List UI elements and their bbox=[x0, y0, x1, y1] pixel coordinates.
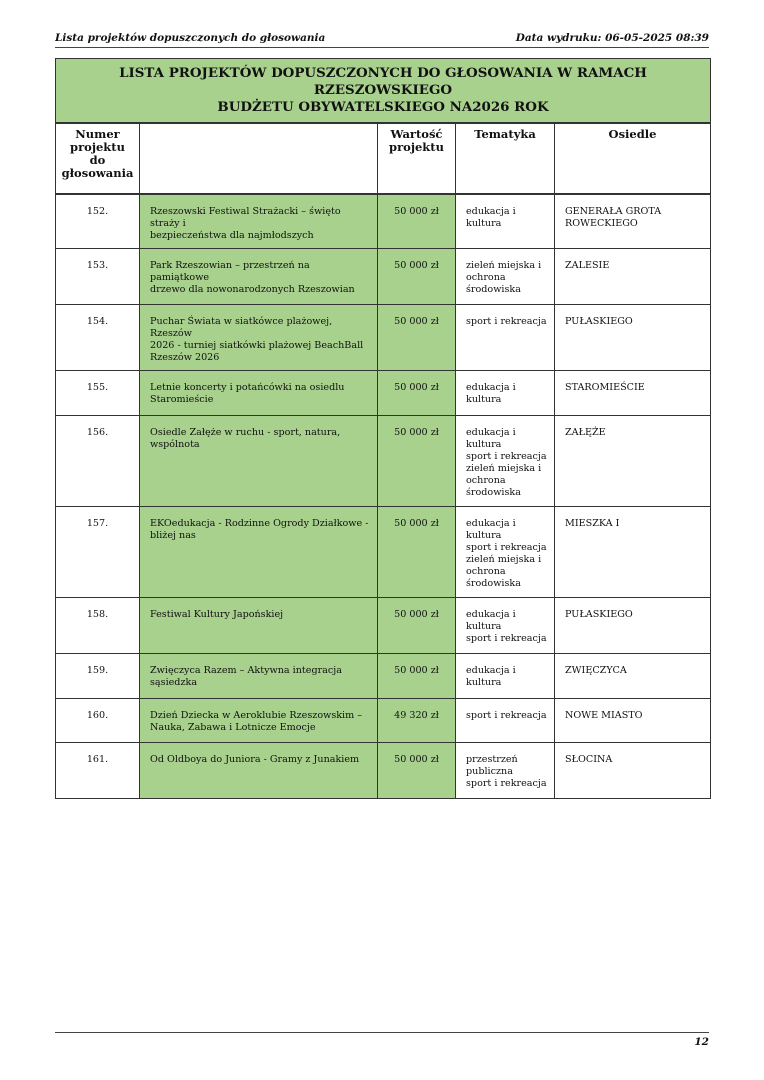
project-topics-line: zieleń miejska i bbox=[466, 463, 542, 474]
project-number: 156. bbox=[56, 416, 140, 507]
project-osiedle bbox=[555, 305, 711, 371]
project-topics-line: edukacja i bbox=[466, 427, 516, 438]
table-row bbox=[56, 305, 711, 371]
project-osiedle-line: SŁOCINA bbox=[565, 754, 613, 765]
project-topics-line: kultura bbox=[466, 621, 502, 632]
project-value: 50 000 zł bbox=[378, 598, 456, 654]
project-name bbox=[140, 194, 378, 249]
project-topics-line: edukacja i bbox=[466, 382, 516, 393]
project-topics-line: sport i rekreacja bbox=[466, 542, 547, 553]
project-name bbox=[140, 699, 378, 743]
project-topics-line: zieleń miejska i bbox=[466, 260, 542, 271]
project-topics bbox=[456, 305, 555, 371]
project-osiedle-line: MIESZKA I bbox=[565, 518, 620, 529]
project-osiedle-line: ZAŁĘŻE bbox=[565, 427, 606, 438]
project-number: 160. bbox=[56, 699, 140, 743]
project-number: 152. bbox=[56, 194, 140, 249]
project-osiedle-line: ZALESIE bbox=[565, 260, 610, 271]
project-value: 50 000 zł bbox=[378, 654, 456, 699]
project-name-line: sąsiedzka bbox=[150, 677, 198, 688]
project-topics-line: sport i rekreacja bbox=[466, 316, 547, 327]
project-topics bbox=[456, 598, 555, 654]
project-name bbox=[140, 416, 378, 507]
project-osiedle bbox=[555, 598, 711, 654]
table-row bbox=[56, 249, 711, 305]
project-value: 50 000 zł bbox=[378, 371, 456, 416]
print-date: Data wydruku: 06-05-2025 08:39 bbox=[515, 32, 709, 44]
project-name-line: wspólnota bbox=[150, 439, 200, 450]
page-number: 12 bbox=[694, 1036, 709, 1048]
project-name bbox=[140, 654, 378, 699]
project-name bbox=[140, 249, 378, 305]
project-value: 50 000 zł bbox=[378, 305, 456, 371]
project-name-line: Dzień Dziecka w Aeroklubie Rzeszowskim – bbox=[150, 710, 363, 721]
projects-table bbox=[55, 58, 711, 799]
project-osiedle bbox=[555, 371, 711, 416]
project-value: 50 000 zł bbox=[378, 249, 456, 305]
project-osiedle bbox=[555, 249, 711, 305]
project-osiedle-line: STAROMIEŚCIE bbox=[565, 382, 645, 393]
project-osiedle bbox=[555, 194, 711, 249]
project-topics-line: ochrona bbox=[466, 475, 506, 486]
table-row bbox=[56, 598, 711, 654]
project-name-line: Zwięczyca Razem – Aktywna integracja bbox=[150, 665, 342, 676]
project-number: 153. bbox=[56, 249, 140, 305]
project-topics-line: środowiska bbox=[466, 487, 521, 498]
col-header-topic: Tematyka bbox=[456, 123, 555, 194]
project-topics-line: sport i rekreacja bbox=[466, 778, 547, 789]
project-number: 157. bbox=[56, 507, 140, 598]
project-name-line: Nauka, Zabawa i Lotnicze Emocje bbox=[150, 722, 316, 733]
project-number: 155. bbox=[56, 371, 140, 416]
col-header-value: Wartość projektu bbox=[378, 123, 456, 194]
project-osiedle bbox=[555, 416, 711, 507]
table-row bbox=[56, 507, 711, 598]
project-osiedle bbox=[555, 507, 711, 598]
project-name bbox=[140, 305, 378, 371]
project-topics-line: kultura bbox=[466, 394, 502, 405]
project-topics bbox=[456, 699, 555, 743]
project-topics-line: środowiska bbox=[466, 284, 521, 295]
project-value: 49 320 zł bbox=[378, 699, 456, 743]
project-name bbox=[140, 371, 378, 416]
project-name bbox=[140, 743, 378, 799]
project-name-line: drzewo dla nowonarodzonych Rzeszowian bbox=[150, 284, 355, 295]
header-divider bbox=[55, 47, 709, 48]
project-value: 50 000 zł bbox=[378, 194, 456, 249]
project-osiedle bbox=[555, 699, 711, 743]
table-row bbox=[56, 371, 711, 416]
project-osiedle-line: PUŁASKIEGO bbox=[565, 316, 633, 327]
project-topics bbox=[456, 371, 555, 416]
project-topics-line: edukacja i bbox=[466, 609, 516, 620]
project-name-line: Od Oldboya do Juniora - Gramy z Junakiem bbox=[150, 754, 360, 765]
project-topics-line: edukacja i bbox=[466, 206, 516, 217]
col-header-name bbox=[140, 123, 378, 194]
project-osiedle-line: GENERAŁA GROTA bbox=[565, 206, 662, 217]
project-topics-line: ochrona bbox=[466, 566, 506, 577]
project-topics-line: kultura bbox=[466, 530, 502, 541]
project-number: 158. bbox=[56, 598, 140, 654]
project-topics-line: przestrzeń bbox=[466, 754, 518, 765]
project-name-line: Rzeszowski Festiwal Strażacki – święto straży i bbox=[150, 206, 341, 229]
project-name-line: bliżej nas bbox=[150, 530, 196, 541]
project-name-line: Park Rzeszowian – przestrzeń na pamiątkowe bbox=[150, 260, 310, 283]
project-topics-line: edukacja i bbox=[466, 665, 516, 676]
project-name-line: EKOedukacja - Rodzinne Ogrody Działkowe - bbox=[150, 518, 369, 529]
project-name-line: Letnie koncerty i potańcówki na osiedlu bbox=[150, 382, 345, 393]
project-name bbox=[140, 507, 378, 598]
project-topics bbox=[456, 507, 555, 598]
project-topics bbox=[456, 743, 555, 799]
project-number: 159. bbox=[56, 654, 140, 699]
project-name-line: 2026 - turniej siatkówki plażowej BeachBall bbox=[150, 340, 364, 351]
table-title: LISTA PROJEKTÓW DOPUSZCZONYCH DO GŁOSOWANIA W RAMACH RZESZOWSKIEGO BUDŻETU OBYWATELSKIEGO NA2026 ROK bbox=[56, 59, 711, 124]
project-topics-line: ochrona bbox=[466, 272, 506, 283]
column-headers bbox=[56, 123, 711, 194]
project-osiedle-line: ROWECKIEGO bbox=[565, 218, 638, 229]
page-header bbox=[55, 32, 709, 46]
table-row bbox=[56, 416, 711, 507]
project-topics-line: środowiska bbox=[466, 578, 521, 589]
table-row bbox=[56, 699, 711, 743]
project-topics-line: publiczna bbox=[466, 766, 513, 777]
project-osiedle-line: ZWIĘCZYCA bbox=[565, 665, 627, 676]
project-name-line: bezpieczeństwa dla najmłodszych bbox=[150, 230, 314, 241]
project-name-line: Puchar Świata w siatkówce plażowej, Rzeszów bbox=[150, 316, 333, 339]
project-value: 50 000 zł bbox=[378, 507, 456, 598]
project-topics-line: sport i rekreacja bbox=[466, 710, 547, 721]
project-osiedle bbox=[555, 743, 711, 799]
project-topics-line: sport i rekreacja bbox=[466, 633, 547, 644]
project-osiedle bbox=[555, 654, 711, 699]
project-topics-line: kultura bbox=[466, 439, 502, 450]
project-topics-line: kultura bbox=[466, 677, 502, 688]
project-name-line: Rzeszów 2026 bbox=[150, 352, 220, 363]
project-topics bbox=[456, 194, 555, 249]
table-row bbox=[56, 654, 711, 699]
project-topics bbox=[456, 654, 555, 699]
col-header-osiedle: Osiedle bbox=[555, 123, 711, 194]
project-value: 50 000 zł bbox=[378, 416, 456, 507]
footer-divider bbox=[55, 1032, 709, 1033]
project-topics-line: zieleń miejska i bbox=[466, 554, 542, 565]
project-osiedle-line: NOWE MIASTO bbox=[565, 710, 643, 721]
col-header-number: Numer projektu do głosowania bbox=[56, 123, 140, 194]
table-row bbox=[56, 194, 711, 249]
project-value: 50 000 zł bbox=[378, 743, 456, 799]
project-name-line: Osiedle Załęże w ruchu - sport, natura, bbox=[150, 427, 341, 438]
project-name bbox=[140, 598, 378, 654]
project-topics bbox=[456, 249, 555, 305]
project-name-line: Staromieście bbox=[150, 394, 214, 405]
table-row bbox=[56, 743, 711, 799]
project-topics-line: sport i rekreacja bbox=[466, 451, 547, 462]
project-number: 161. bbox=[56, 743, 140, 799]
project-number: 154. bbox=[56, 305, 140, 371]
project-name-line: Festiwal Kultury Japońskiej bbox=[150, 609, 284, 620]
project-topics-line: kultura bbox=[466, 218, 502, 229]
project-topics bbox=[456, 416, 555, 507]
project-topics-line: edukacja i bbox=[466, 518, 516, 529]
project-osiedle-line: PUŁASKIEGO bbox=[565, 609, 633, 620]
header-title: Lista projektów dopuszczonych do głosowania bbox=[55, 32, 326, 44]
